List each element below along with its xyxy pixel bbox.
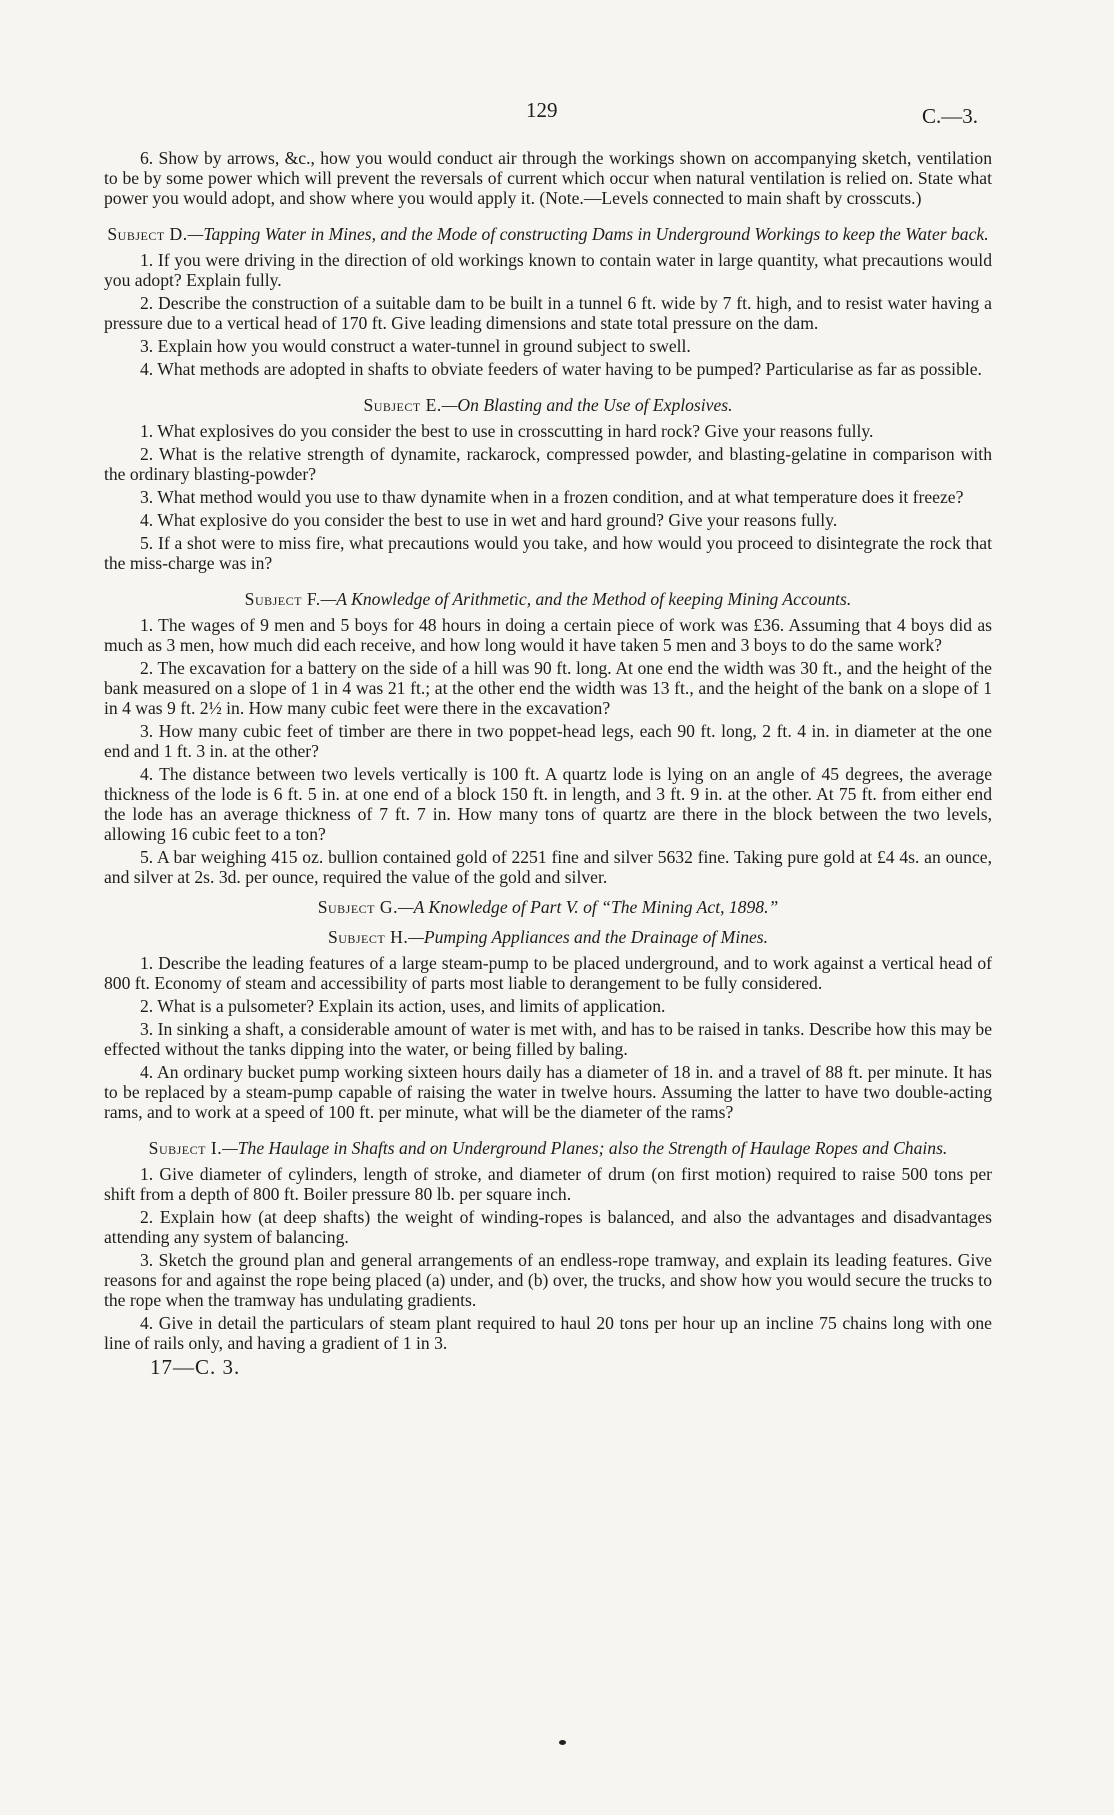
question-paragraph: 1. What explosives do you consider the best to use in crosscutting in hard rock? Give your reasons fully. [140,421,874,441]
subject-heading-g [104,897,992,917]
question-paragraph: 5. If a shot were to miss fire, what precautions would you take, and how would you proceed to disintegrate the rock that the miss-charge was in? [104,533,992,573]
page-header [0,98,1114,128]
question-paragraph: 3. What method would you use to thaw dynamite when in a frozen condition, and at what temperature does it freeze? [140,487,964,507]
question-paragraph: 4. The distance between two levels vertically is 100 ft. A quartz lode is lying on an angle of 45 degrees, the average thickness of the lode is 6 ft. 5 in. at one end of a block 150 ft. in length, and 3 ft. 9 in. at the other. At 75 ft. from either end the lode has an average thickness of 7 ft. 7 in. How many tons of quartz are there in the block between the two levels, allowing 16 cubic feet to a ton? [104,764,992,844]
subject-title: —A Knowledge of Part V. of “The Mining Act, 1898.” [398,897,779,917]
subject-title: —Pumping Appliances and the Drainage of Mines. [408,927,769,947]
question-paragraph: 6. Show by arrows, &c., how you would conduct air through the workings shown on accompanying sketch, ventilation to be by some power which will prevent the reversals of current which occur when natural ventilation is relied on. State what power you would adopt, and show where you would apply it. (Note.—Levels connected to main shaft by crosscuts.) [104,148,992,208]
printer-mark [559,1740,566,1745]
page-number: 129 [526,98,558,122]
question-paragraph: 4. What explosive do you consider the best to use in wet and hard ground? Give your reasons fully. [140,510,838,530]
subject-heading-f [104,589,992,609]
question-paragraph: 4. Give in detail the particulars of steam plant required to haul 20 tons per hour up an incline 75 chains long with one line of rails only, and having a gradient of 1 in 3. [104,1313,992,1353]
subject-title: —A Knowledge of Arithmetic, and the Method of keeping Mining Accounts. [320,589,852,609]
signature-reference: 17—C. 3. [150,1355,241,1379]
question-paragraph: 5. A bar weighing 415 oz. bullion contained gold of 2251 fine and silver 5632 fine. Taking pure gold at £4 4s. an ounce, and silver at 2s. 3d. per ounce, required the value of the gold and silver. [104,847,992,887]
question-paragraph: 4. What methods are adopted in shafts to obviate feeders of water having to be pumped? Particularise as far as possible. [140,359,982,379]
question-paragraph: 2. Explain how (at deep shafts) the weight of winding-ropes is balanced, and also the advantages and disadvantages attending any system of balancing. [104,1207,992,1247]
question-paragraph: 3. Sketch the ground plan and general arrangements of an endless-rope tramway, and explain its leading features. Give reasons for and against the rope being placed (a) under, and (b) over, the trucks, and show how you would secure the trucks to the rope when the tramway has undulating gradients. [104,1250,992,1310]
subject-label: Subject H. [327,927,409,947]
subject-label: Subject G. [317,897,399,917]
question-paragraph: 3. Explain how you would construct a water-tunnel in ground subject to swell. [140,336,691,356]
subject-title: —On Blasting and the Use of Explosives. [441,395,733,415]
subject-label: Subject F. [244,589,321,609]
subject-title: —Tapping Water in Mines, and the Mode of constructing Dams in Underground Workings to keep the Water back. [187,224,989,244]
document-body [104,148,992,1377]
question-paragraph: 2. What is the relative strength of dynamite, rackarock, compressed powder, and blasting-gelatine in comparison with the ordinary blasting-powder? [104,444,992,484]
question-paragraph: 2. The excavation for a battery on the side of a hill was 90 ft. long. At one end the width was 30 ft., and the height of the bank measured on a slope of 1 in 4 was 21 ft.; at the other end the width was 13 ft., and the height of the bank on a slope of 1 in 4 was 9 ft. 2½ in. How many cubic feet were there in the excavation? [104,658,992,718]
document-reference: C.—3. [922,104,979,128]
question-paragraph: 2. Describe the construction of a suitable dam to be built in a tunnel 6 ft. wide by 7 ft. high, and to resist water having a pressure due to a vertical head of 170 ft. Give leading dimensions and state total pressure on the dam. [104,293,992,333]
subject-heading-h [104,927,992,947]
subject-label: Subject E. [363,395,442,415]
question-paragraph: 1. If you were driving in the direction of old workings known to contain water in large quantity, what precautions would you adopt? Explain fully. [104,250,992,290]
subject-heading-i [104,1138,992,1158]
subject-label: Subject D. [107,224,188,244]
subject-heading-d [104,224,992,244]
subject-title: —The Haulage in Shafts and on Underground Planes; also the Strength of Haulage Ropes and Chains. [222,1138,948,1158]
question-paragraph: 4. An ordinary bucket pump working sixteen hours daily has a diameter of 18 in. and a travel of 88 ft. per minute. It has to be replaced by a steam-pump capable of raising the water in twelve hours. Assuming the latter to have two double-acting rams, and to work at a speed of 100 ft. per minute, what will be the diameter of the rams? [104,1062,992,1122]
question-paragraph: 1. Describe the leading features of a large steam-pump to be placed underground, and to work against a vertical head of 800 ft. Economy of steam and accessibility of parts most liable to derangement to be fully considered. [104,953,992,993]
question-paragraph: 3. How many cubic feet of timber are there in two poppet-head legs, each 90 ft. long, 2 ft. 4 in. in diameter at the one end and 1 ft. 3 in. at the other? [104,721,992,761]
question-paragraph: 1. The wages of 9 men and 5 boys for 48 hours in doing a certain piece of work was £36. Assuming that 4 boys did as much as 3 men, how much did each receive, and how long would it have taken 5 men and 3 boys to do the same work? [104,615,992,655]
subject-label: Subject I. [148,1138,223,1158]
question-paragraph: 1. Give diameter of cylinders, length of stroke, and diameter of drum (on first motion) required to raise 500 tons per shift from a depth of 800 ft. Boiler pressure 80 lb. per square inch. [104,1164,992,1204]
question-paragraph: 3. In sinking a shaft, a considerable amount of water is met with, and has to be raised in tanks. Describe how this may be effected without the tanks dipping into the water, or being filled by baling. [104,1019,992,1059]
subject-heading-e [104,395,992,415]
question-paragraph: 2. What is a pulsometer? Explain its action, uses, and limits of application. [140,996,666,1016]
